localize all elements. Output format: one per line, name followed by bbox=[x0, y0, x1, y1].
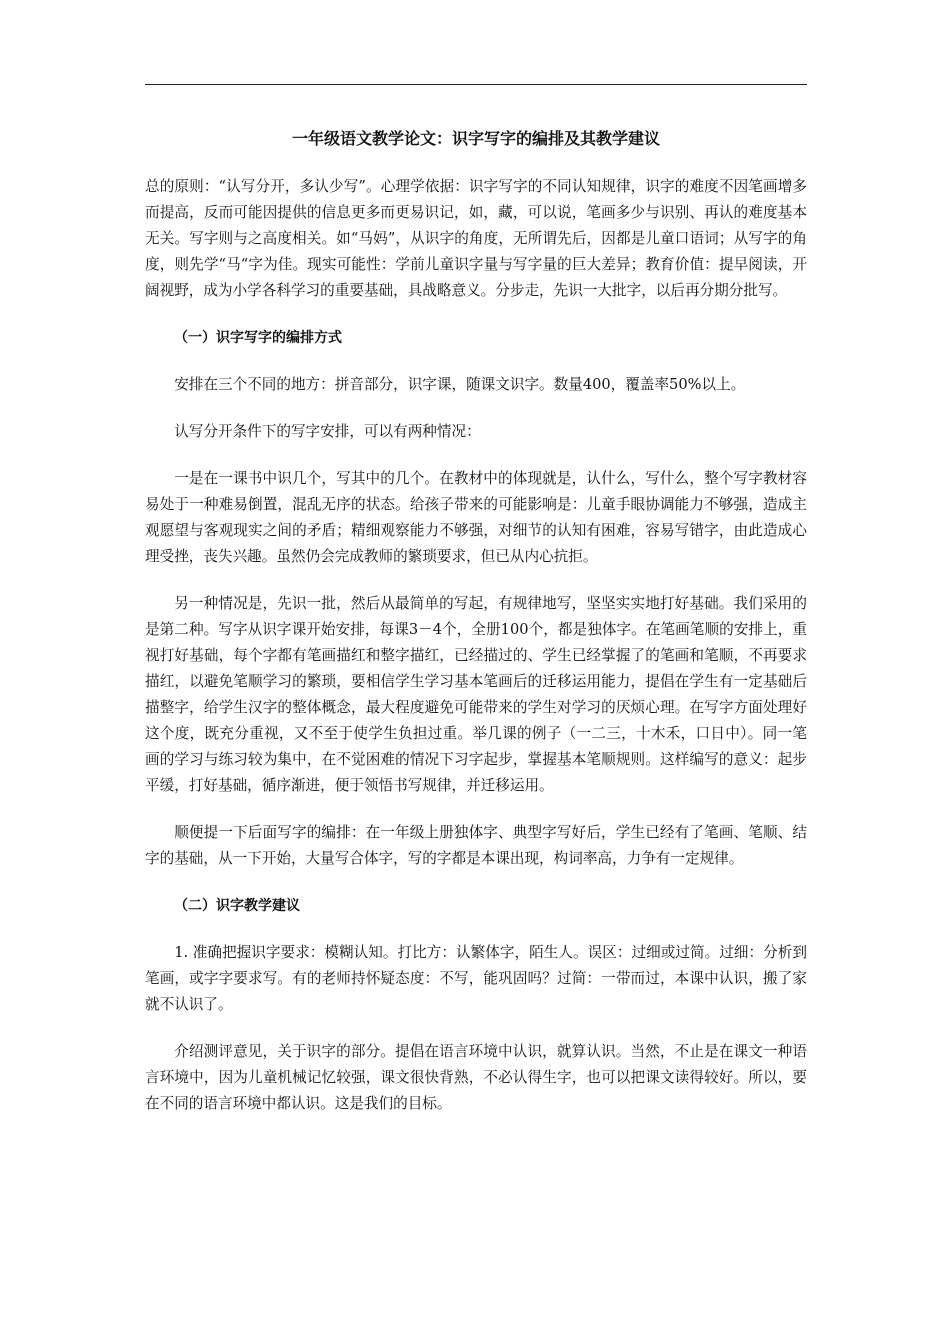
section1-paragraph: 另一种情况是，先识一批，然后从最简单的写起，有规律地写，坚坚实实地打好基础。我们采用的是第二种。写字从识字课开始安排，每课3－4个，全册100个，都是独体字。在笔画笔顺的安排上，重视打好基础，每个字都有笔画描红和整字描红，已经描过的、学生已经掌握了的笔画和笔顺，不再要求描红，以避免笔顺学习的繁琐，要相信学生学习基本笔画后的迁移运用能力，提倡在学生有一定基础后描整字，给学生汉字的整体概念，最大程度避免可能带来的学生对学习的厌烦心理。在写字方面处理好这个度，既充分重视，又不至于使学生负担过重。举几课的例子（一二三，十木禾，口日中）。同一笔画的学习与练习较为集中，在不觉困难的情况下习字起步，掌握基本笔顺规则。这样编写的意义：起步平缓，打好基础，循序渐进，便于领悟书写规律，并迁移运用。 bbox=[145, 595, 807, 794]
section-heading-2: （二）识字教学建议 bbox=[174, 898, 300, 914]
section1-paragraph: 认写分开条件下的写字安排，可以有两种情况： bbox=[174, 423, 481, 440]
section2-paragraph: 1. 准确把握识字要求：模糊认知。打比方：认繁体字，陌生人。误区：过细或过简。过细：分析到笔画，或字字要求写。有的老师持怀疑态度：不写，能巩固吗？过简：一带而过，本课中认识，搬了家就不认识了。 bbox=[145, 944, 807, 1013]
document-body bbox=[145, 174, 807, 1117]
intro-paragraph: 总的原则：“认写分开，多认少写”。心理学依据：识字写字的不同认知规律，识字的难度不因笔画增多而提高，反而可能因提供的信息更多而更易识记，如，藏，可以说，笔画多少与识别、再认的难度基本无关。写字则与之高度相关。如“马妈”，从识字的角度，无所谓先后，因都是儿童口语词；从写字的角度，则先学“马“字为佳。现实可能性：学前儿童识字量与写字量的巨大差异；教育价值：提早阅读，开阔视野，成为小学各科学习的重要基础，具战略意义。分步走，先识一大批字，以后再分期分批写。 bbox=[145, 178, 807, 299]
section1-paragraph: 安排在三个不同的地方：拼音部分，识字课，随课文识字。数量400，覆盖率50%以上。 bbox=[174, 376, 746, 393]
section2-paragraph: 介绍测评意见，关于识字的部分。提倡在语言环境中认识，就算认识。当然，不止是在课文一种语言环境中，因为儿童机械记忆较强，课文很快背熟，不必认得生字，也可以把课文读得较好。所以，要在不同的语言环境中都认识。这是我们的目标。 bbox=[145, 1043, 807, 1112]
section1-paragraph: 顺便提一下后面写字的编排：在一年级上册独体字、典型字写好后，学生已经有了笔画、笔顺、结字的基础，从一下开始，大量写合体字，写的字都是本课出现，构词率高，力争有一定规律。 bbox=[145, 824, 807, 867]
section1-paragraph: 一是在一课书中识几个，写其中的几个。在教材中的体现就是，认什么，写什么，整个写字教材容易处于一种难易倒置，混乱无序的状态。给孩子带来的可能影响是：儿童手眼协调能力不够强，造成主观愿望与客观现实之间的矛盾；精细观察能力不够强，对细节的认知有困难，容易写错字，由此造成心理受挫，丧失兴趣。虽然仍会完成教师的繁琐要求，但已从内心抗拒。 bbox=[145, 470, 807, 565]
header-rule bbox=[145, 84, 807, 85]
document-title: 一年级语文教学论文：识字写字的编排及其教学建议 bbox=[291, 129, 660, 148]
section-heading-1: （一）识字写字的编排方式 bbox=[174, 330, 342, 346]
